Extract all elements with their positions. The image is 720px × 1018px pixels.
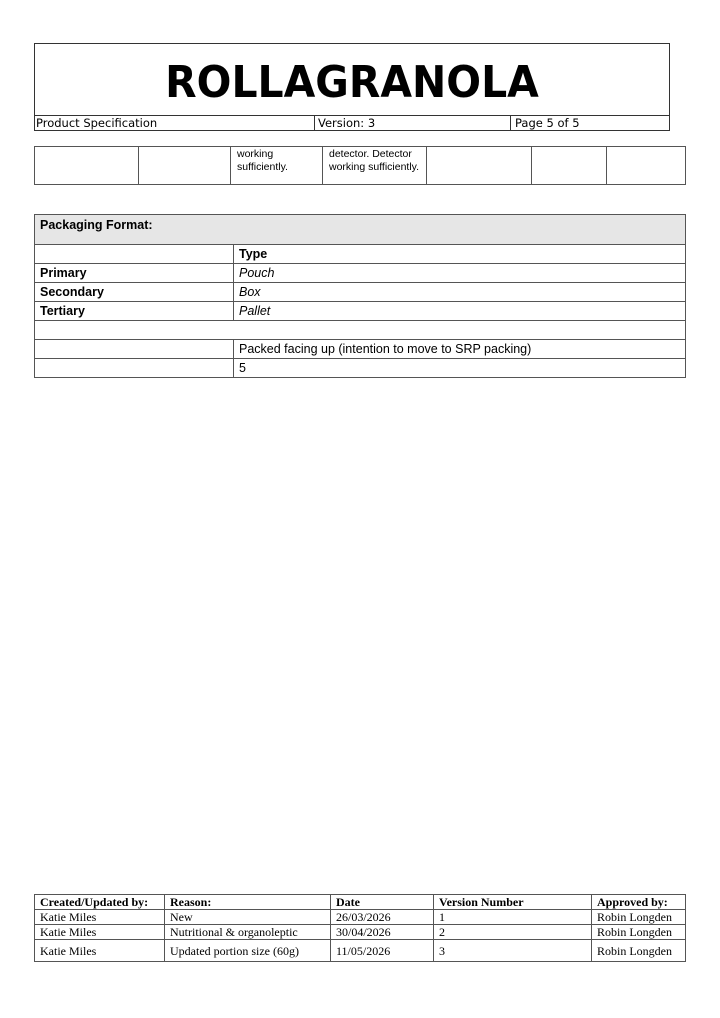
table-cell: 1 — [434, 910, 592, 925]
table-row — [35, 925, 686, 940]
table-cell — [607, 147, 686, 185]
page-number: Page 5 of 5 — [515, 116, 580, 130]
column-header: Reason: — [165, 895, 331, 910]
table-cell: Robin Longden — [592, 925, 686, 940]
table-row — [35, 940, 686, 962]
company-logo: ROLLAGRANOLA — [165, 57, 539, 108]
table-row — [35, 264, 686, 283]
packaging-label: Primary — [35, 264, 234, 283]
packaging-label: Tertiary — [35, 302, 234, 321]
table-row — [35, 215, 686, 245]
revision-history-table — [34, 894, 686, 962]
table-row — [35, 147, 686, 185]
table-cell — [532, 147, 607, 185]
packaging-value: Box — [234, 283, 686, 302]
table-cell — [35, 147, 139, 185]
table-cell: Updated portion size (60g) — [165, 940, 331, 962]
table-cell: Katie Miles — [35, 940, 165, 962]
table-cell: New — [165, 910, 331, 925]
table-row — [35, 340, 686, 359]
packing-count: 5 — [234, 359, 686, 378]
packaging-title: Packaging Format: — [35, 215, 686, 245]
packaging-value: Pallet — [234, 302, 686, 321]
table-header-row — [35, 895, 686, 910]
table-cell — [35, 340, 234, 359]
column-header: Created/Updated by: — [35, 895, 165, 910]
table-cell — [35, 321, 686, 340]
type-header: Type — [234, 245, 686, 264]
table-row — [35, 321, 686, 340]
table-row — [35, 910, 686, 925]
table-cell: detector. Detector working sufficiently. — [323, 147, 427, 185]
document-version: Version: 3 — [315, 116, 511, 130]
table-cell: Katie Miles — [35, 925, 165, 940]
table-cell: 2 — [434, 925, 592, 940]
table-row — [35, 283, 686, 302]
table-cell: Robin Longden — [592, 940, 686, 962]
table-row — [35, 245, 686, 264]
table-cell: 11/05/2026 — [331, 940, 434, 962]
table-cell — [35, 245, 234, 264]
header-info-row — [35, 115, 669, 130]
table-cell: Katie Miles — [35, 910, 165, 925]
packaging-value: Pouch — [234, 264, 686, 283]
packing-note: Packed facing up (intention to move to SRP packing) — [234, 340, 686, 359]
table-cell: 30/04/2026 — [331, 925, 434, 940]
table-cell: Robin Longden — [592, 910, 686, 925]
table-row — [35, 302, 686, 321]
column-header: Date — [331, 895, 434, 910]
column-header: Version Number — [434, 895, 592, 910]
table-cell: 26/03/2026 — [331, 910, 434, 925]
table-cell — [35, 359, 234, 378]
continued-table — [34, 146, 686, 185]
document-type: Product Specification — [35, 116, 315, 130]
table-cell — [139, 147, 231, 185]
column-header: Approved by: — [592, 895, 686, 910]
table-row — [35, 359, 686, 378]
table-cell: 3 — [434, 940, 592, 962]
packaging-label: Secondary — [35, 283, 234, 302]
table-cell: Nutritional & organoleptic — [165, 925, 331, 940]
table-cell — [427, 147, 532, 185]
document-header — [34, 43, 670, 131]
packaging-format-table — [34, 214, 686, 378]
table-cell: working sufficiently. — [231, 147, 323, 185]
